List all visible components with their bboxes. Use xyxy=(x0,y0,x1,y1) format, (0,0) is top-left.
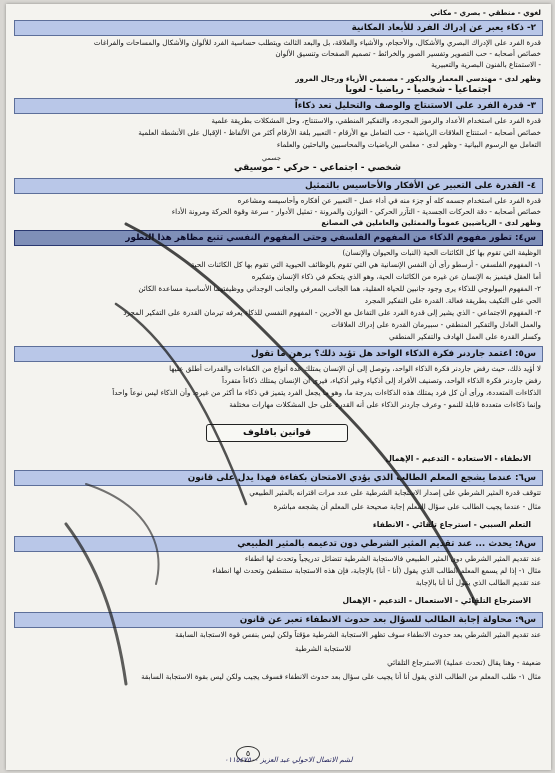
q4-line-0: الوظيفة التي تقوم بها كل الكائنات الحية (النبات والحيوان والإنسان) xyxy=(342,248,541,257)
flow-row-3: الاسترجاع التلقائي - الاستعمال - التدعيم - الإهمال xyxy=(342,596,531,605)
q6-line-2: مثال - عندما يجيب الطالب على سؤال المعلم إجابة صحيحة على المعلم أن يشجعه مباشرة xyxy=(273,502,541,511)
section-2-heading: ٢- ذكاء يعبر عن إدراك الفرد للأبعاد المكانية xyxy=(14,20,543,36)
question-8-heading: س٨: يحدث ... عند تقديم المثير الشرطي دون تدعيمه بالمثير الطبيعي xyxy=(14,536,543,552)
q4-line-6: والعمل العادل والتفكير المنطقي - سبيرمان القدرة على إدراك العلاقات xyxy=(331,320,541,329)
s3-line-3: التعامل مع الرسوم البيانية - وظهر لدى - معلمي الرياضيات والمحاسبين والباحثين والعلماء xyxy=(276,140,541,149)
question-6-heading: س٦: عندما يشجع المعلم الطالب الذي يؤدي الامتحان بكفاءة فهذا يدل على قانون xyxy=(14,470,543,486)
s2-line-2: خصائص أصحابه - حب التصوير وتفسير الصور والخرائط - تصميم الصفحات وتنسيق الألوان xyxy=(275,49,541,58)
flow3-item-4: الإهمال xyxy=(342,596,371,605)
pavlov-laws-title: قوانين بافلوف xyxy=(206,424,348,442)
question-5-heading: س٥: اعتمد جاردنر فكرة الذكاء الواحد هل تؤيد ذلك؟ برهن ما تقول xyxy=(14,346,543,362)
q5-line-1: لا أؤيد ذلك، حيث رفض جاردنر فكرة الذكاء الواحد، وتوصل إلى أن الإنسان يمتلك عدة أنواع من الكفاءات والقدرات أطلق عليها xyxy=(169,364,541,373)
flow1-item-4: الإهمال xyxy=(385,454,414,463)
s3-handwritten-small: جسمي xyxy=(262,154,281,162)
q8-line-2: مثال ١- إذا لم يسمع المعلم الطالب الذي يقول (أنا - أنا) بالإجابة، فإن هذه الاستجابة ستنطفئ وتحدث لها انطفاء xyxy=(212,566,541,575)
flow3-item-3: التدعيم xyxy=(379,596,407,605)
q4-line-3: ٢- المفهوم البيولوجي للذكاء يرى وجود جانبين للحياة العقلية، هما الجانب المعرفي والجانب الوجداني ووظيفتهما الأساسية مساعدة الكائن xyxy=(138,284,541,293)
q8-line-3: عند تقديم الطالب الذي يقول أنا أنا بالإجابة xyxy=(415,578,541,587)
section-4-heading: ٤- القدرة على التعبير عن الأفكار والأحاسيس بالتمثيل xyxy=(14,178,543,194)
q4-line-1: ١- المفهوم الفلسفي - أرسطو رأى أن النفس الإنسانية هي التي تقوم بالوظائف الحيوية التي تقوم بها كل الكائنات الحية xyxy=(190,260,541,269)
q4-line-7: وكسلر القدرة على العمل الهادف والتفكير المنطقي xyxy=(388,332,541,341)
flow-row-1: الانطفاء - الاستعادة - التدعيم - الإهمال xyxy=(385,454,531,463)
s3-handwritten-note: شخصي - اجتماعي - حركي - موسيقي xyxy=(234,163,401,173)
flow2-item-1: التعلم السببي xyxy=(479,520,531,529)
page-number: ٥ xyxy=(236,746,260,762)
s2-line-4: وظهر لدى - مهندسي المعمار والديكور - مصممي الأزياء ورجال المرور xyxy=(295,74,541,83)
s3-line-2: خصائص أصحابه - استنتاج العلاقات الرياضية - حب التعامل مع الأرقام - التعبير بلغة الأرقام أكثر من الألفاظ - الإقبال على الأنشطة العلمية xyxy=(138,128,541,137)
q6-line-1: تتوقف قدرة المثير الشرطي على إصدار الاستجابة الشرطية على عدد مرات اقترانه بالمثير الطبيعي xyxy=(249,488,541,497)
q4-line-2: أما العقل فيتميز به الإنسان عن غيره من الكائنات الحية، وهو الذي يتحكم في ذكاء الإنسان وتفكيره xyxy=(251,272,541,281)
s3-line-1: قدرة الفرد على استخدام الأعداد والرموز المجردة، والتفكير المنطقي، والاستنتاج، وحل المشكلات بطريقة علمية xyxy=(211,116,541,125)
question-9-heading: س٩: محاولة إجابة الطالب للسؤال بعد حدوث الانطفاء تعبر عن قانون xyxy=(14,612,543,628)
q9-line-3: ضعيفة - وهنا يقال (تحدث عملية) الاسترجاع التلقائي xyxy=(387,658,541,667)
s4-line-3: وظهر لدى - الرياضيين عموماً والممثلين والعاملين في المصانع xyxy=(321,218,541,227)
flow1-item-2: الاستعادة xyxy=(457,454,492,463)
flow2-item-3: الانطفاء xyxy=(372,520,404,529)
s2-line-1: قدرة الفرد على الإدراك البصري والأشكال، والأحجام، والأشياء والعلاقة، بل والبعد الثالث ويتطلب حساسية الفرد للألوان والأشكال والمساحات والفراغات xyxy=(93,38,541,47)
s2-line-3: - الاستمتاع بالفنون البصرية والتعبيرية xyxy=(431,60,541,69)
q8-line-1: عند تقديم المثير الشرطي دون المثير الطبيعي فالاستجابة الشرطية تتضائل تدريجياً وتحدث لها انطفاء xyxy=(244,554,541,563)
section-3-heading: ٣- قدرة الفرد على الاستنتاج والوصف والتحليل تعد ذكاءاً xyxy=(14,98,543,114)
q4-line-4: الحي على التكيف بطريقة فعالة. القدرة على التفكير المجرد xyxy=(364,296,541,305)
q5-line-3: الذكاءات المتعددة، ورأى أن كل فرد يمتلك هذه الذكاءات بدرجة ما، وهو ما يجعل الفرد يتميز في ذكاء ما أكثر من غيره، وأن الذكاء ليس نوعاً واحداً xyxy=(112,388,541,397)
question-4-heading: س٤: تطور مفهوم الذكاء من المفهوم الفلسفي وحتى المفهوم النفسي تتبع مظاهر هذا التطور xyxy=(14,230,543,246)
flow3-item-1: الاسترجاع التلقائي xyxy=(460,596,531,605)
document-page xyxy=(6,4,551,770)
q9-line-1: عند تقديم المثير الشرطي بعد حدوث الانطفاء سوف تظهر الاستجابة الشرطية مؤقتاً ولكن ليس بنفس قوة الاستجابة السابقة xyxy=(175,630,541,639)
top-line: لغوي - منطقي - بصري - مكاني xyxy=(430,8,541,17)
handwritten-signature-overlay xyxy=(6,4,551,770)
flow2-item-2: استرجاع تلقائي xyxy=(412,520,471,529)
flow3-item-2: الاستعمال xyxy=(414,596,453,605)
s2-handwritten-note: اجتماعياً - شخصياً - رياضياً - لغوياً xyxy=(345,85,491,95)
q5-line-2: رفض جاردنر فكرة الذكاء الواحد، وتصنيف الأفراد إلى أذكياء وغير أذكياء، فيرى أن الإنسان يمتلك ذكاءاً متفرداً xyxy=(221,376,541,385)
s4-line-2: خصائص أصحابه - دقة الحركات الجسدية - التآزر الحركي - التوازن والمرونة - تمثيل الأدوار - سرعة وقوة الحركة ومرونة الأداء xyxy=(171,207,541,216)
q4-line-5: ٣- المفهوم الاجتماعي - الذي يشير إلى قدرة الفرد على التفاعل مع الآخرين - المفهوم النفسي للذكاء يعرفه تيرمان القدرة على التفكير المجرد xyxy=(123,308,541,317)
q5-line-4: وإنما ذكاءات متعددة قابلة للنمو - وعرف جاردنر الذكاء على أنه القدرة على حل المشكلات مهارات مختلفة xyxy=(229,400,541,409)
q9-line-4: مثال ١- طلب المعلم من الطالب الذي يقول أنا أنا يجيب على سؤال بعد حدوث الانطفاء فسوف يجيب ولكن ليس بقوة الاستجابة السابقة xyxy=(141,672,541,681)
s4-line-1: قدرة الفرد على استخدام جسمه كله أو جزء منه في أداء عمل - التعبير عن أفكاره وأحاسيسه ومشاعره xyxy=(237,196,541,205)
flow1-item-1: الانطفاء xyxy=(500,454,531,463)
flow-row-2: التعلم السببي - استرجاع تلقائي - الانطفاء xyxy=(372,520,531,529)
handwritten-footer: لشم الاتصال الاحولي عبد العزيز ٠١١٥٤٧٥٠٠ xyxy=(224,756,353,764)
flow1-item-3: التدعيم xyxy=(421,454,450,463)
q9-line-2: للاستجابة الشرطية xyxy=(295,644,351,653)
